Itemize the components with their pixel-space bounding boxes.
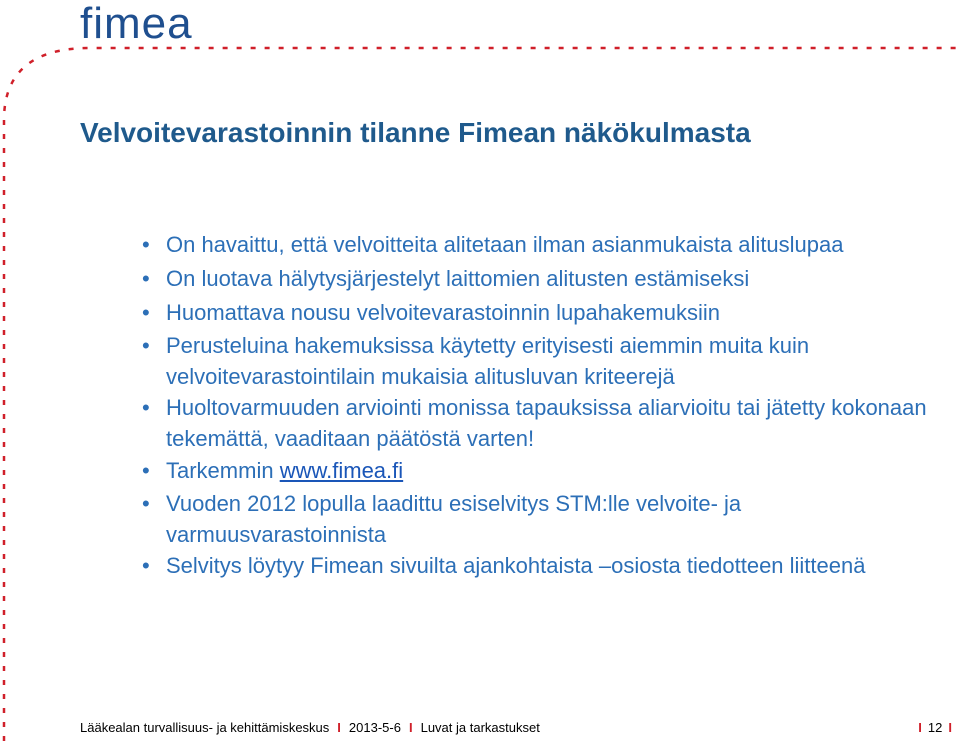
bullet-item: • Selvitys löytyy Fimean sivuilta ajankohtaista –osiosta tiedotteen liitteenä <box>142 550 932 581</box>
footer-date: 2013-5-6 <box>348 720 401 735</box>
bullet-item: • Tarkemmin www.fimea.fi <box>142 454 932 488</box>
footer <box>80 720 540 736</box>
footer-topic: Luvat ja tarkastukset <box>420 720 540 735</box>
bullet-item: • Huoltovarmuuden arviointi monissa tapauksissa aliarvioitu tai jätetty kokonaan tekemättä, vaaditaan päätöstä varten! <box>142 392 932 454</box>
footer-separator: I <box>948 720 952 735</box>
bullet-icon: • <box>142 333 150 358</box>
slide-title: Velvoitevarastoinnin tilanne Fimean näkökulmasta <box>80 117 751 148</box>
footer-separator: I <box>918 720 922 735</box>
bullet-icon: • <box>142 458 150 483</box>
bullet-icon: • <box>142 300 150 325</box>
bullet-item: • Huomattava nousu velvoitevarastoinnin lupahakemuksiin <box>142 296 932 330</box>
bullet-icon: • <box>142 553 150 578</box>
page-number-block <box>918 720 952 736</box>
bullet-icon: • <box>142 266 150 291</box>
bullet-item: • On luotava hälytysjärjestelyt laittomien alitusten estämiseksi <box>142 262 932 296</box>
footer-separator: I <box>408 720 413 735</box>
bullet-icon: • <box>142 491 150 516</box>
fimea-website-link[interactable]: www.fimea.fi <box>279 458 404 483</box>
page-number: 12 <box>927 720 943 735</box>
bullet-icon: • <box>142 232 150 257</box>
fimea-logo: fimea <box>80 0 193 48</box>
footer-organization: Lääkealan turvallisuus- ja kehittämiskeskus <box>80 720 330 735</box>
bullet-item: • Perusteluina hakemuksissa käytetty erityisesti aiemmin muita kuin velvoitevarastointilain mukaisia alitusluvan kriteerejä <box>142 330 932 392</box>
bullet-icon: • <box>142 395 150 420</box>
bullet-item: • On havaittu, että velvoitteita alitetaan ilman asianmukaista alituslupaa <box>142 228 932 262</box>
bullet-list <box>142 228 932 581</box>
bullet-item: • Vuoden 2012 lopulla laadittu esiselvitys STM:lle velvoite- ja varmuusvarastoinnista <box>142 488 932 550</box>
footer-separator: I <box>337 720 341 735</box>
